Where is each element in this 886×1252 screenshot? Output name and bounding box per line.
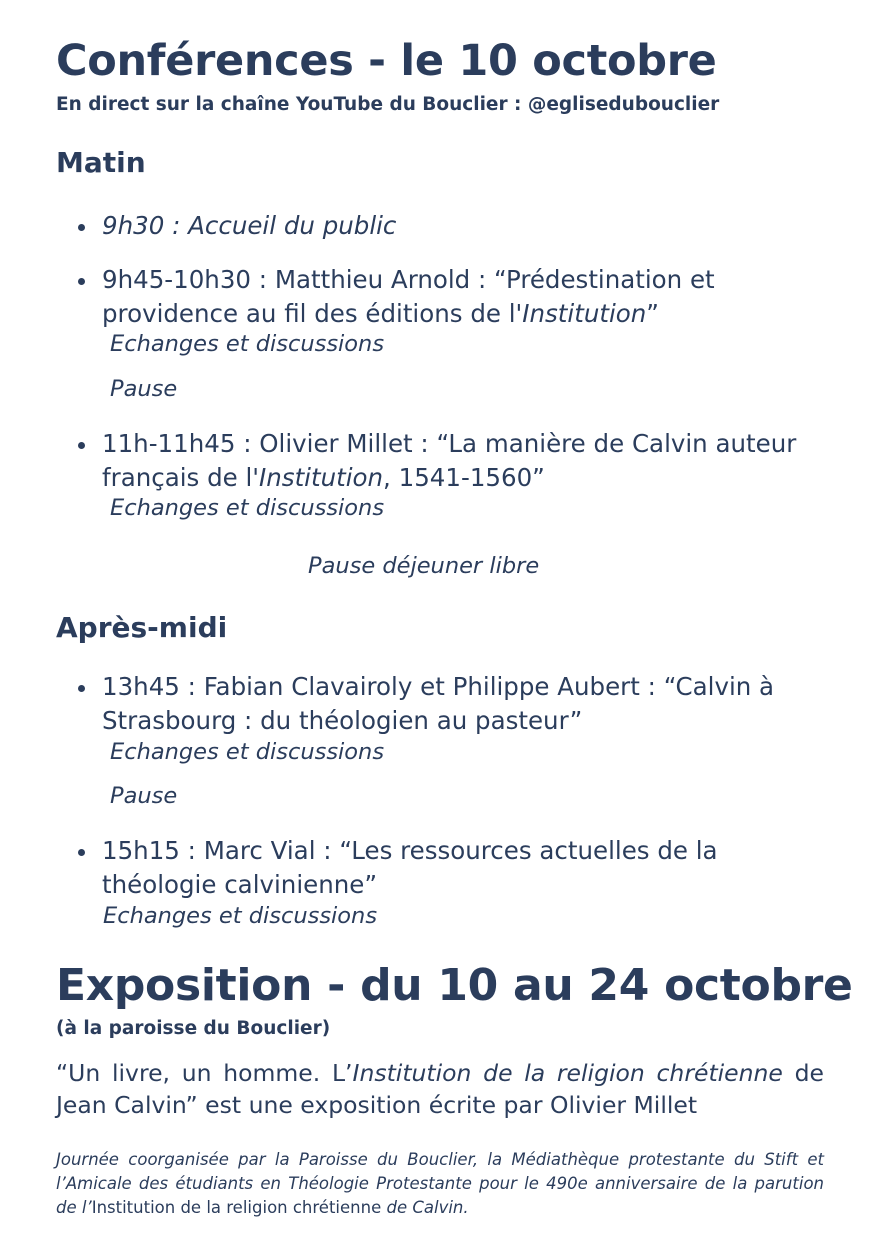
pause-note: Pause: [110, 376, 178, 402]
footer-credits: [56, 1148, 824, 1220]
exhibition-description: [56, 1057, 824, 1121]
discussion-note: Echanges et discussions: [110, 739, 385, 765]
exhibition-title: Exposition - du 10 au 24 octobre: [56, 960, 853, 1011]
desc-text: de Jean Calvin” est une exposition écrite par Olivier Millet: [56, 1059, 824, 1119]
item-text-italic: Institution: [522, 299, 647, 328]
afternoon-heading: Après-midi: [56, 611, 228, 644]
item-text: ”: [646, 299, 659, 328]
item-text: 9h45-10h30 : Matthieu Arnold : “Prédestination et providence au fil des éditions de l': [102, 265, 715, 328]
schedule-item-welcome: 9h30 : Accueil du public: [102, 209, 824, 243]
schedule-item-clavairoly-aubert: 13h45 : Fabian Clavairoly et Philippe Aubert : “Calvin à Strasbourg : du théologien au pasteur”: [102, 670, 824, 738]
schedule-item-millet: [102, 427, 824, 495]
footer-text-upright: Institution de la religion chrétienne: [91, 1198, 382, 1217]
discussion-note: Echanges et discussions: [103, 903, 378, 929]
pause-note: Pause: [110, 783, 178, 809]
footer-text: de Calvin.: [381, 1198, 469, 1217]
item-text: 11h-11h45 : Olivier Millet : “La manière de Calvin auteur français de l': [102, 429, 797, 492]
schedule-item-arnold: [102, 263, 824, 331]
item-text: , 1541-1560”: [383, 463, 545, 492]
schedule-item-vial: 15h15 : Marc Vial : “Les ressources actuelles de la théologie calvinienne”: [102, 834, 824, 902]
lunch-break-note: Pause déjeuner libre: [308, 553, 540, 579]
item-text-italic: Institution: [259, 463, 384, 492]
exhibition-subtitle: (à la paroisse du Bouclier): [56, 1018, 331, 1039]
conferences-title: Conférences - le 10 octobre: [56, 36, 717, 86]
discussion-note: Echanges et discussions: [110, 331, 385, 357]
desc-text: “Un livre, un homme. L’: [56, 1059, 353, 1087]
footer-text: Journée coorganisée par la Paroisse du Bouclier, la Médiathèque protestante du Stift et l’Amicale des étudiants en Théologie Protestante pour le 490e anniversaire de la parution de l’: [56, 1150, 824, 1217]
discussion-note: Echanges et discussions: [110, 495, 385, 521]
morning-heading: Matin: [56, 146, 146, 179]
desc-text-italic: Institution de la religion chrétienne: [352, 1059, 783, 1087]
conferences-subtitle: En direct sur la chaîne YouTube du Bouclier : @eglisedubouclier: [56, 94, 720, 115]
